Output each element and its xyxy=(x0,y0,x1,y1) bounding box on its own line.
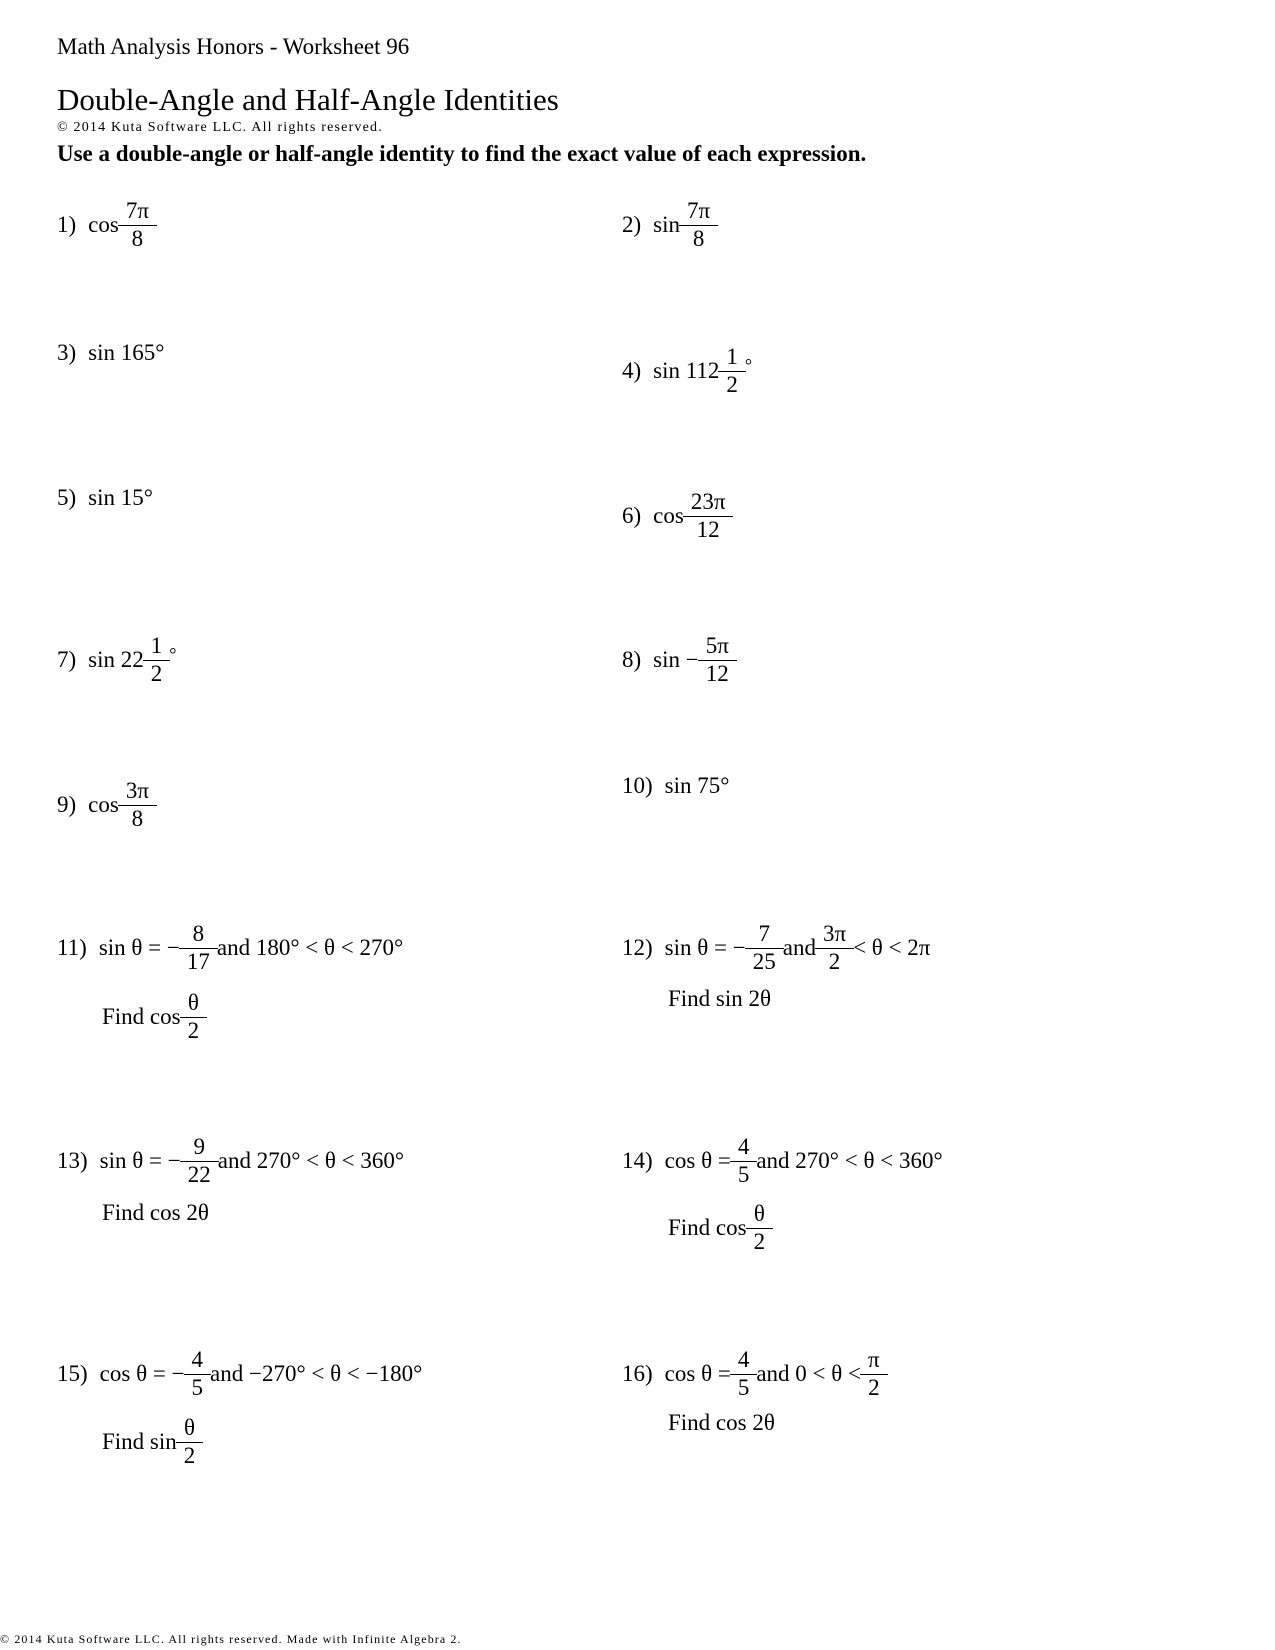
fraction xyxy=(122,198,153,252)
find-label: Find cos xyxy=(668,1215,747,1240)
problem-number: 11) xyxy=(57,935,87,960)
fraction xyxy=(683,198,714,252)
problem-15 xyxy=(57,1344,422,1404)
fraction xyxy=(722,344,742,398)
problem-number: 7) xyxy=(57,647,77,672)
problem-number: 12) xyxy=(622,935,653,960)
numerator: 7π xyxy=(125,198,149,224)
denominator: 12 xyxy=(683,516,734,543)
function: sin 112 xyxy=(653,358,720,383)
problem-10 xyxy=(622,756,729,816)
numerator: π xyxy=(868,1347,880,1373)
problem-number: 9) xyxy=(57,792,77,817)
denominator: 5 xyxy=(184,1374,212,1401)
fraction xyxy=(864,1347,884,1401)
numerator: 4 xyxy=(737,1134,750,1160)
problem-11-find xyxy=(102,987,206,1047)
fraction xyxy=(122,778,153,832)
fraction xyxy=(749,921,780,975)
given: sin θ = − xyxy=(664,935,746,960)
fraction xyxy=(183,921,214,975)
function: sin − xyxy=(653,647,699,672)
problem-2 xyxy=(622,195,717,255)
numerator: 4 xyxy=(191,1347,204,1373)
problem-12-find xyxy=(668,969,771,1029)
numerator: 3π xyxy=(125,778,149,804)
problem-number: 3) xyxy=(57,340,77,365)
problem-6 xyxy=(622,486,732,546)
condition: and 270° < θ < 360° xyxy=(217,1148,405,1173)
denominator: 5 xyxy=(730,1161,758,1188)
fraction xyxy=(180,1415,200,1469)
problem-3 xyxy=(57,323,164,383)
problem-number: 14) xyxy=(622,1148,653,1173)
and-text: and xyxy=(782,935,816,960)
fraction xyxy=(687,489,730,543)
denominator: 8 xyxy=(118,805,157,832)
numerator: θ xyxy=(753,1201,765,1227)
expression: sin 15° xyxy=(88,485,153,510)
denominator: 17 xyxy=(179,948,218,975)
instructions: Use a double-angle or half-angle identity to find the exact value of each expression. xyxy=(57,141,867,166)
fraction xyxy=(819,921,850,975)
denominator: 8 xyxy=(679,225,718,252)
numerator: 3π xyxy=(822,921,847,947)
denominator: 2 xyxy=(815,948,854,975)
denominator: 2 xyxy=(746,1228,774,1255)
numerator: 7 xyxy=(758,921,770,947)
denominator: 2 xyxy=(860,1374,888,1401)
fraction xyxy=(184,1134,215,1188)
degree-sign: ° xyxy=(744,355,753,375)
fraction xyxy=(147,633,167,687)
function: cos xyxy=(653,503,684,528)
given: cos θ = xyxy=(664,1361,731,1386)
fraction xyxy=(184,990,204,1044)
problem-number: 4) xyxy=(622,358,642,383)
problem-number: 5) xyxy=(57,485,77,510)
expression: sin 165° xyxy=(88,340,165,365)
problem-16-find xyxy=(668,1393,775,1453)
denominator: 2 xyxy=(176,1442,204,1469)
problem-8 xyxy=(622,630,736,690)
problem-number: 6) xyxy=(622,503,642,528)
find-label: Find cos 2θ xyxy=(102,1200,209,1225)
numerator: 4 xyxy=(737,1347,750,1373)
problem-11 xyxy=(57,918,403,978)
numerator: 1 xyxy=(726,344,738,370)
footer-copyright: © 2014 Kuta Software LLC. All rights reserved. Made with Infinite Algebra 2. xyxy=(0,1632,462,1646)
numerator: 9 xyxy=(193,1134,205,1160)
problem-9 xyxy=(57,775,156,835)
page-heading: Double-Angle and Half-Angle Identities xyxy=(57,82,559,117)
denominator: 22 xyxy=(180,1161,219,1188)
find-label: Find cos 2θ xyxy=(668,1410,775,1435)
copyright-notice: © 2014 Kuta Software LLC. All rights reserved. xyxy=(57,120,383,135)
condition: and 0 < θ < xyxy=(756,1361,861,1386)
problem-13 xyxy=(57,1131,404,1191)
given: cos θ = xyxy=(664,1148,731,1173)
problem-number: 8) xyxy=(622,647,642,672)
problem-number: 1) xyxy=(57,212,77,237)
problem-number: 16) xyxy=(622,1361,653,1386)
problem-14 xyxy=(622,1131,943,1191)
fraction xyxy=(734,1134,754,1188)
problem-1 xyxy=(57,195,156,255)
function: sin 22 xyxy=(88,647,144,672)
find-label: Find cos xyxy=(102,1004,181,1029)
numerator: 8 xyxy=(192,921,205,947)
condition: and 270° < θ < 360° xyxy=(756,1148,943,1173)
find-label: Find sin 2θ xyxy=(668,986,772,1011)
numerator: 5π xyxy=(705,633,729,659)
problem-15-find xyxy=(102,1412,202,1472)
problem-13-find xyxy=(102,1183,209,1243)
fraction xyxy=(702,633,733,687)
denominator: 12 xyxy=(698,660,737,687)
function: cos xyxy=(88,792,119,817)
numerator: θ xyxy=(187,990,199,1016)
fraction xyxy=(750,1201,770,1255)
problem-number: 15) xyxy=(57,1361,88,1386)
denominator: 5 xyxy=(730,1374,758,1401)
condition: < θ < 2π xyxy=(853,935,931,960)
denominator: 2 xyxy=(180,1017,208,1044)
problem-number: 10) xyxy=(622,773,653,798)
denominator: 25 xyxy=(745,948,784,975)
given: cos θ = − xyxy=(99,1361,185,1386)
condition: and 180° < θ < 270° xyxy=(216,935,404,960)
condition: and −270° < θ < −180° xyxy=(210,1361,423,1386)
problem-14-find xyxy=(668,1198,772,1258)
numerator: θ xyxy=(184,1415,196,1441)
given: sin θ = − xyxy=(98,935,180,960)
denominator: 2 xyxy=(143,660,171,687)
problem-5 xyxy=(57,468,153,528)
problem-number: 13) xyxy=(57,1148,88,1173)
problem-number: 2) xyxy=(622,212,642,237)
problem-4 xyxy=(622,341,752,401)
find-label: Find sin xyxy=(102,1429,177,1454)
numerator: 1 xyxy=(150,633,163,659)
function: cos xyxy=(88,212,119,237)
worksheet-title: Math Analysis Honors - Worksheet 96 xyxy=(57,34,410,59)
function: sin xyxy=(653,212,681,237)
denominator: 8 xyxy=(118,225,157,252)
problem-7 xyxy=(57,630,176,690)
fraction xyxy=(188,1347,208,1401)
degree-sign: ° xyxy=(169,644,177,664)
denominator: 2 xyxy=(718,371,746,398)
given: sin θ = − xyxy=(99,1148,181,1173)
numerator: 7π xyxy=(687,198,711,224)
expression: sin 75° xyxy=(664,773,730,798)
numerator: 23π xyxy=(690,489,726,515)
